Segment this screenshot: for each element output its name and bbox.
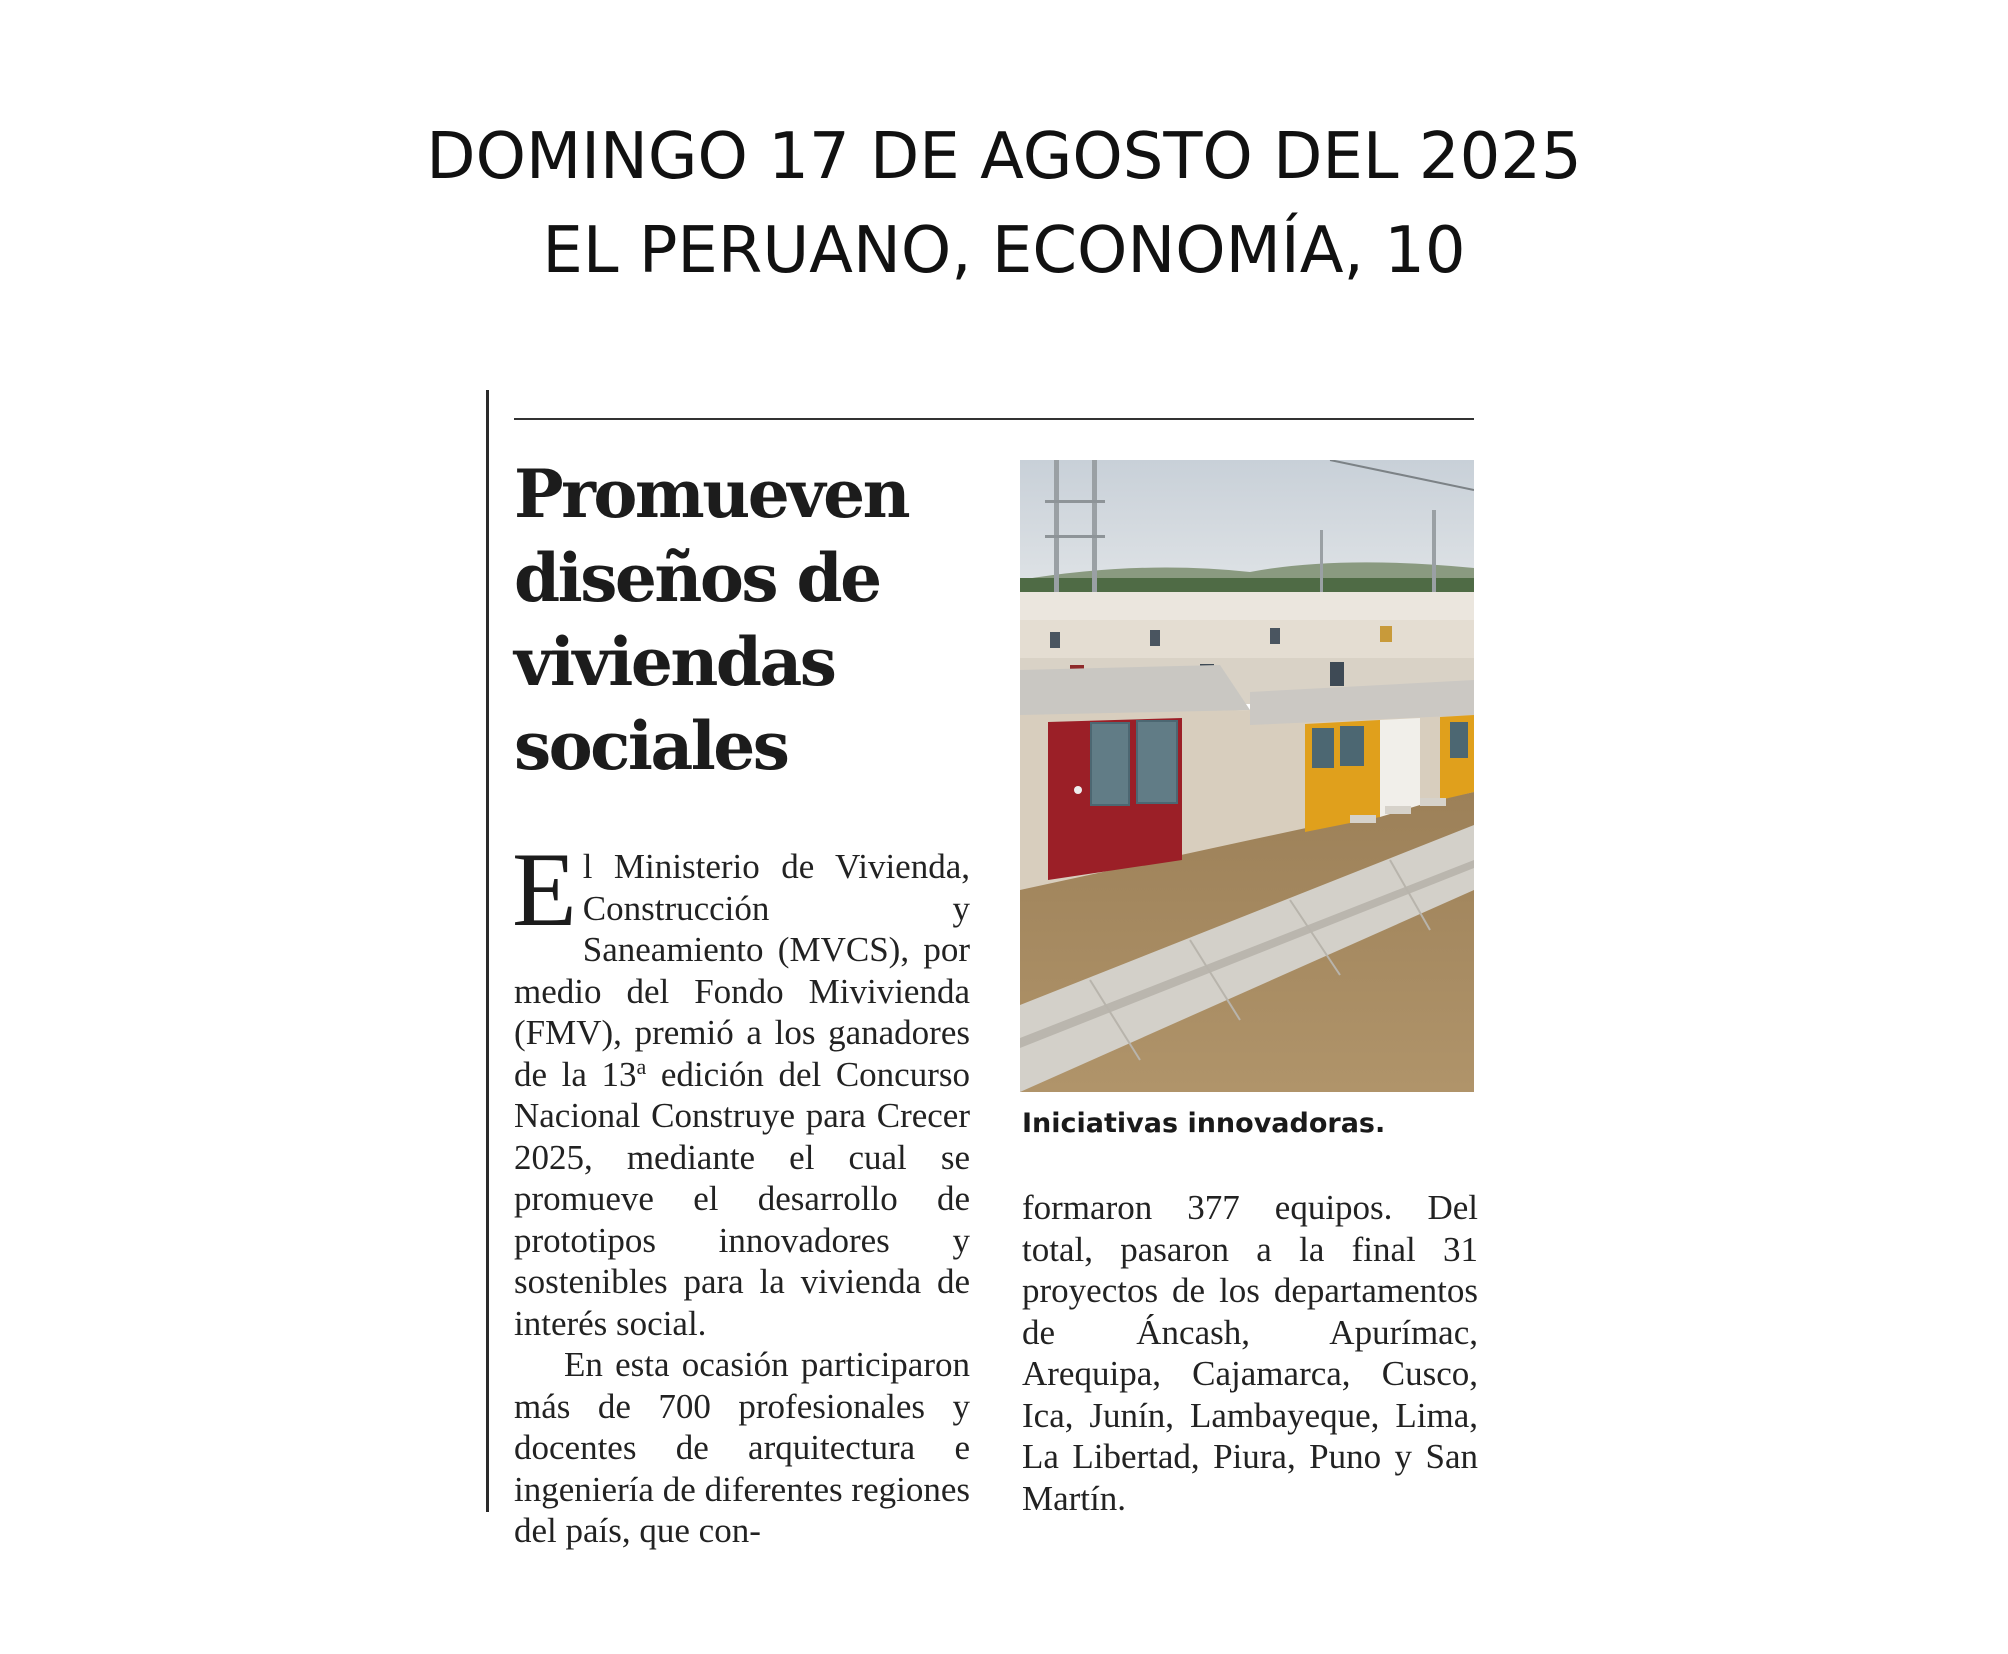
drop-cap: E	[512, 831, 577, 948]
paragraph-2: En esta ocasión participaron más de 700 profesionales y docentes de arquitectura e ingeniería de diferentes regiones del país, que con-	[514, 1345, 970, 1550]
photo-caption: Iniciativas innovadoras.	[1022, 1108, 1386, 1139]
article-column-1	[512, 831, 970, 1552]
column-rule	[486, 390, 489, 1512]
paragraph-2-continued: formaron 377 equipos. Del total, pasaron a la final 31 proyectos de los departamentos de Áncash, Apurímac, Arequipa, Cajamarca, Cusco, Ica, Junín, Lambayeque, Lima, La Libertad, Piura, Puno y San Martín.	[1022, 1188, 1478, 1518]
paragraph-1	[512, 831, 970, 1344]
source-line: EL PERUANO, ECONOMÍA, 10	[542, 214, 1466, 288]
article-photo	[1020, 460, 1474, 1092]
paragraph-1-text-b: edición del Concurso Nacional Construye para Crecer 2025, mediante el cual se promueve el desarrollo de prototipos innovadores y sostenibles para la vivienda de interés social.	[514, 1054, 970, 1343]
ordinal-superscript: a	[636, 1053, 647, 1079]
top-rule	[514, 418, 1474, 420]
page-header	[0, 110, 2008, 298]
date-line: DOMINGO 17 DE AGOSTO DEL 2025	[426, 120, 1582, 194]
article-headline: Promueven diseños de viviendas sociales	[514, 455, 909, 785]
article-column-2	[1022, 1187, 1478, 1519]
paragraph-1-text-a: l Ministerio de Vivienda, Construcción y Saneamiento (MVCS), por medio del Fondo Mivivienda (FMV), premió a los ganadores de la 13	[514, 847, 970, 1094]
